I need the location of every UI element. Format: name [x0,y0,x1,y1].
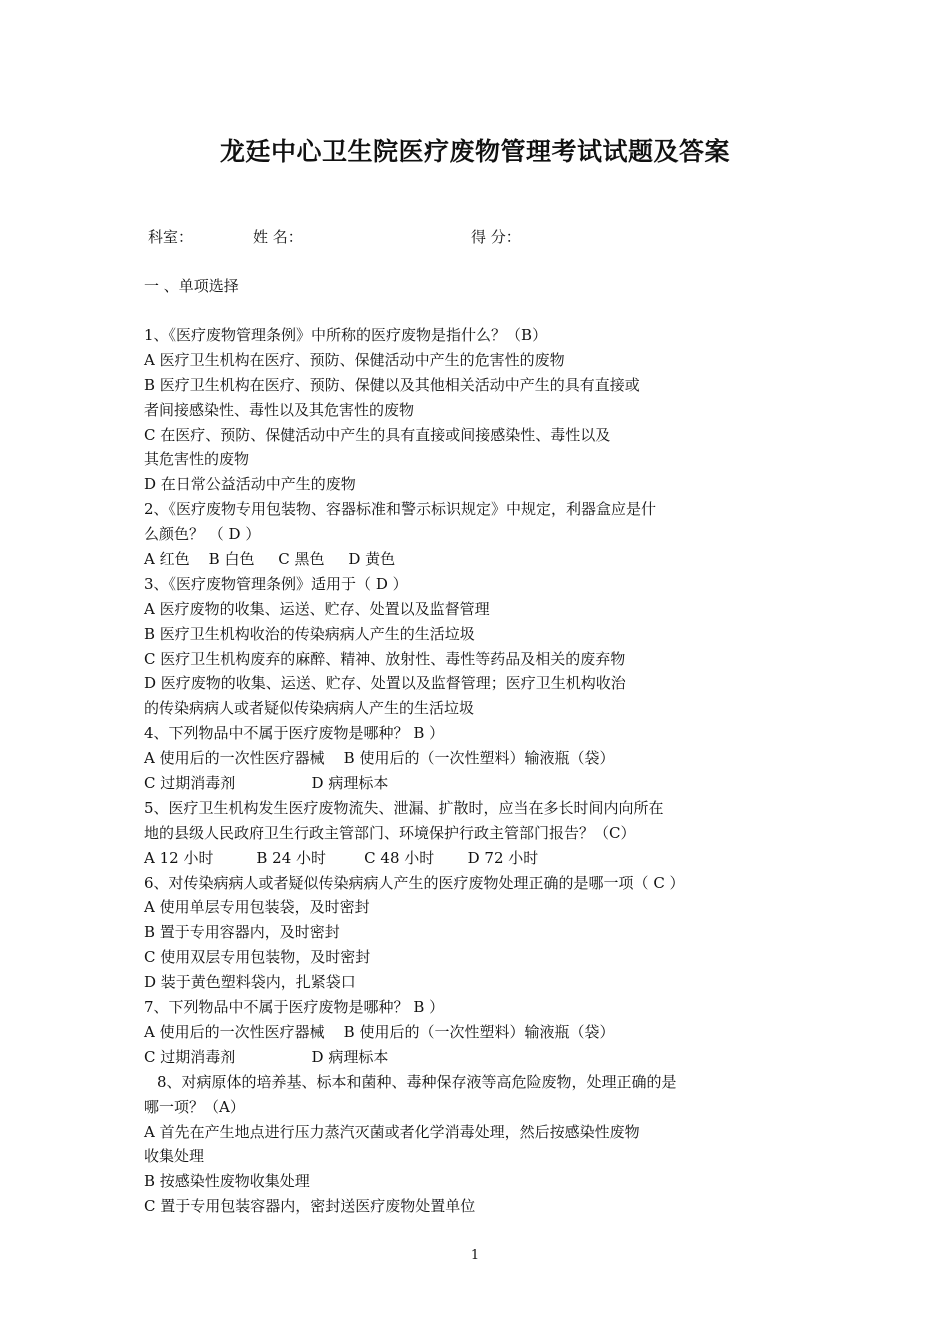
option-line: A 使用后的一次性医疗器械 B 使用后的（一次性塑料）输液瓶（袋） [144,749,615,768]
question-line: 2、《医疗废物专用包装物、容器标准和警示标识规定》中规定，利器盒应是什 [144,500,657,519]
question-line: 1、《医疗废物管理条例》中所称的医疗废物是指什么？（B） [144,326,548,344]
department-label: 科室： [148,228,194,246]
option-line: C 过期消毒剂 D 病理标本 [144,1047,389,1066]
option-line: C 使用双层专用包装物，及时密封 [144,948,371,967]
question-line: 地的县级人民政府卫生行政主管部门、环境保护行政主管部门报告？（C） [144,823,636,842]
section-heading: 一 、单项选择 [144,277,239,295]
question-line: 4、下列物品中不属于医疗废物是哪种？ B ） [144,724,445,743]
question-line: 6、对传染病病人或者疑似传染病病人产生的医疗废物处理正确的是哪一项（ C ） [144,873,685,892]
page-number: 1 [470,1248,480,1263]
question-line: 么颜色？ （ D ） [144,525,261,544]
option-line: A 红色 B 白色 C 黑色 D 黄色 [144,550,396,569]
option-line: A 首先在产生地点进行压力蒸汽灭菌或者化学消毒处理，然后按感染性废物 [144,1122,640,1141]
question-line: 7、下列物品中不属于医疗废物是哪种？ B ） [144,998,445,1017]
option-line: D 在日常公益活动中产生的废物 [144,475,356,494]
option-line: 其危害性的废物 [144,450,250,469]
option-line: 的传染病病人或者疑似传染病病人产生的生活垃圾 [144,699,475,718]
question-line: 5、医疗卫生机构发生医疗废物流失、泄漏、扩散时，应当在多长时间内向所在 [144,798,664,817]
option-line: C 置于专用包装容器内，密封送医疗废物处置单位 [144,1197,476,1216]
option-line: A 使用后的一次性医疗器械 B 使用后的（一次性塑料）输液瓶（袋） [144,1022,615,1041]
question-list [144,323,744,1219]
option-line: B 医疗卫生机构收治的传染病病人产生的生活垃圾 [144,624,475,643]
option-line: 收集处理 [144,1147,205,1166]
exam-header-fields [148,226,848,250]
score-label: 得 分： [471,228,521,246]
option-line: A 医疗废物的收集、运送、贮存、处置以及监督管理 [144,599,490,618]
option-line: C 医疗卫生机构废弃的麻醉、精神、放射性、毒性等药品及相关的废弃物 [144,649,626,668]
option-line: B 按感染性废物收集处理 [144,1172,310,1191]
name-label: 姓 名： [253,228,303,246]
option-line: A 使用单层专用包装袋，及时密封 [144,898,370,917]
option-line: B 医疗卫生机构在医疗、预防、保健以及其他相关活动中产生的具有直接或 [144,375,640,394]
option-line: 者间接感染性、毒性以及其危害性的废物 [144,400,415,419]
question-line: 哪一项？（A） [144,1097,245,1116]
option-line: A 12 小时 B 24 小时 C 48 小时 D 72 小时 [144,848,539,867]
option-line: D 装于黄色塑料袋内，扎紧袋口 [144,973,356,992]
option-line: C 在医疗、预防、保健活动中产生的具有直接或间接感染性、毒性以及 [144,425,611,444]
document-title: 龙廷中心卫生院医疗废物管理考试试题及答案 [219,137,730,166]
option-line: B 置于专用容器内，及时密封 [144,923,340,942]
option-line: D 医疗废物的收集、运送、贮存、处置以及监督管理；医疗卫生机构收治 [144,674,626,693]
question-line: 3、《医疗废物管理条例》适用于（ D ） [144,574,408,593]
option-line: C 过期消毒剂 D 病理标本 [144,774,389,793]
question-line: 8、对病原体的培养基、标本和菌种、毒种保存液等高危险废物，处理正确的是 [157,1072,677,1091]
option-line: A 医疗卫生机构在医疗、预防、保健活动中产生的危害性的废物 [144,350,565,369]
